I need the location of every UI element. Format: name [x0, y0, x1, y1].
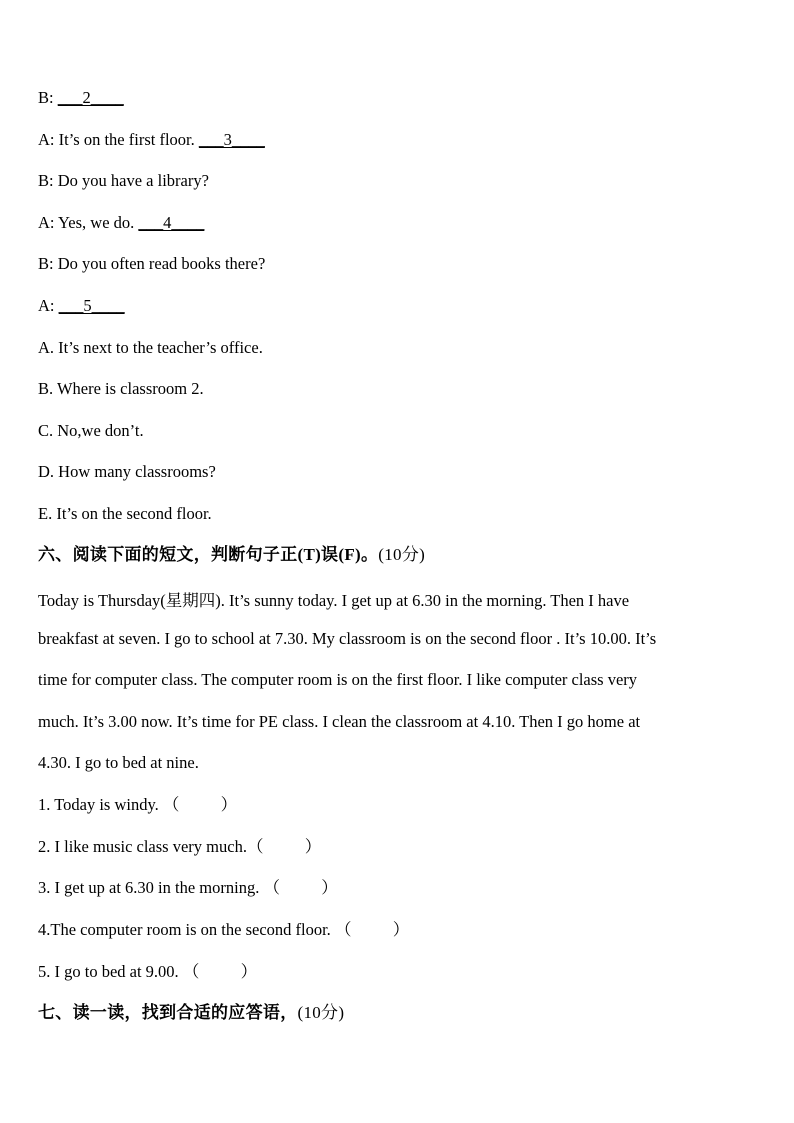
dialogue-line-5	[38, 254, 265, 274]
passage-line-5: 4.30. I go to bed at nine.	[38, 753, 199, 772]
question-4	[38, 920, 409, 940]
passage-line-4: much. It’s 3.00 now. It’s time for PE class. I clean the classroom at 4.10. Then I go home at	[38, 712, 641, 731]
section-7-score: (10分)	[297, 1003, 345, 1022]
dialogue-line-4	[38, 213, 204, 233]
option-c: C. No,we don’t.	[38, 421, 144, 440]
speaker-label: B:	[38, 88, 54, 107]
speaker-label: A:	[38, 213, 55, 232]
option-d: D. How many classrooms?	[38, 462, 216, 481]
question-text: 5. I go to bed at 9.00.	[38, 962, 179, 981]
option-e: E. It’s on the second floor.	[38, 504, 212, 523]
section-6-heading	[38, 545, 425, 565]
question-1	[38, 795, 237, 815]
dialogue-line-1	[38, 88, 124, 108]
question-text: 3. I get up at 6.30 in the morning.	[38, 878, 260, 897]
dialogue-text: Do you have a library?	[57, 171, 209, 190]
dialogue-text: Do you often read books there?	[57, 254, 266, 273]
speaker-label: A:	[38, 130, 55, 149]
section-6-title: 六、阅读下面的短文，判断句子正(T)误(F)。	[38, 545, 379, 564]
speaker-label: B:	[38, 254, 54, 273]
question-3	[38, 878, 338, 898]
passage-line-3: time for computer class. The computer room is on the first floor. I like computer class very	[38, 670, 638, 689]
speaker-label: A:	[38, 296, 55, 315]
question-text: 2. I like music class very much.	[38, 837, 247, 856]
dialogue-text: It’s on the first floor.	[58, 130, 195, 149]
answer-parentheses[interactable]: （ ）	[158, 795, 238, 814]
answer-blank-3: ___3____	[198, 130, 265, 149]
dialogue-line-6	[38, 296, 125, 316]
answer-blank-5: ___5____	[58, 296, 125, 315]
passage-line-1: Today is Thursday(星期四). It’s sunny today. I get up at 6.30 in the morning. Then I have	[38, 591, 630, 610]
question-2	[38, 837, 321, 857]
passage-line-2: breakfast at seven. I go to school at 7.30. My classroom is on the second floor . It’s 10.00. It’s	[38, 629, 657, 648]
speaker-label: B:	[38, 171, 54, 190]
answer-parentheses[interactable]: （ ）	[246, 837, 322, 856]
dialogue-text: Yes, we do.	[58, 213, 135, 232]
section-7-title: 七、读一读，找到合适的应答语，	[38, 1003, 298, 1022]
question-text: 4.The computer room is on the second floor.	[38, 920, 331, 939]
section-7-heading	[38, 1003, 344, 1023]
answer-blank-4: ___4____	[138, 213, 205, 232]
question-text: 1. Today is windy.	[38, 795, 159, 814]
section-6-score: (10分)	[378, 545, 426, 564]
question-5	[38, 962, 257, 982]
answer-parentheses[interactable]: （ ）	[330, 920, 410, 939]
answer-parentheses[interactable]: （ ）	[178, 962, 258, 981]
answer-parentheses[interactable]: （ ）	[259, 878, 338, 897]
answer-blank-2: ___2____	[57, 88, 124, 107]
option-b: B. Where is classroom 2.	[38, 379, 204, 398]
dialogue-line-2	[38, 130, 265, 150]
dialogue-line-3	[38, 171, 209, 191]
option-a: A. It’s next to the teacher’s office.	[38, 338, 263, 357]
